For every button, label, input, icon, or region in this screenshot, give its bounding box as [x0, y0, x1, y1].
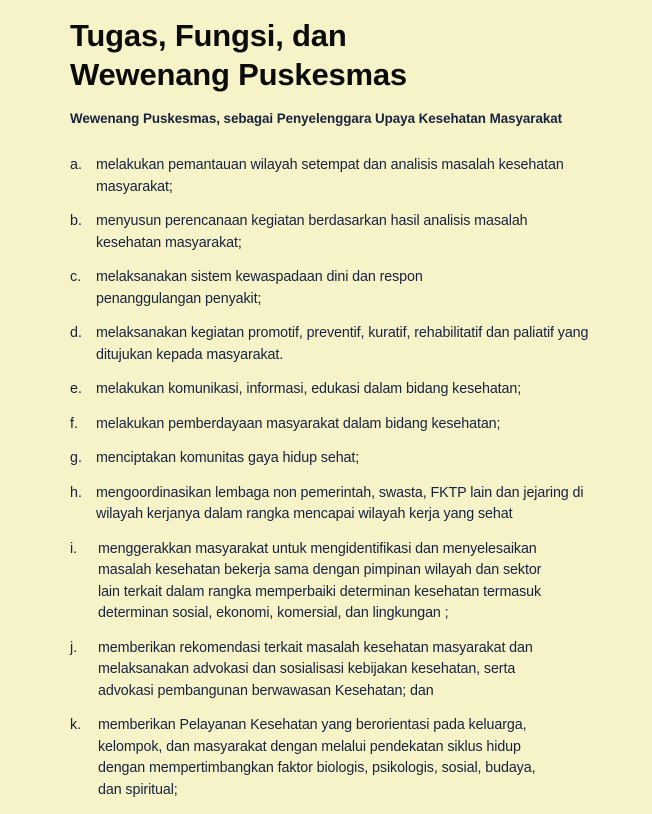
- list-item: [70, 267, 632, 310]
- list-item: [70, 448, 632, 470]
- list-item: [70, 715, 632, 801]
- list-item-text: menciptakan komunitas gaya hidup sehat;: [96, 450, 360, 466]
- list-item-text: melaksanakan sistem kewaspadaan dini dan respon penanggulangan penyakit;: [96, 269, 423, 307]
- list-item: [70, 323, 632, 366]
- list-item-text: memberikan rekomendasi terkait masalah kesehatan masyarakat dan melaksanakan advokasi dan sosialisasi kebijakan kesehatan, serta advokasi pembangunan berwawasan Kesehatan; dan: [98, 639, 533, 699]
- list-item-marker: a.: [70, 157, 82, 173]
- list-item: [70, 638, 632, 703]
- list-item-text: menggerakkan masyarakat untuk mengidentifikasi dan menyelesaikan masalah kesehatan bekerja sama dengan pimpinan wilayah dan sektor lain terkait dalam rangka memperbaiki determinan kesehatan termasuk determinan sosial, ekonomi, komersial, dan lingkungan ;: [98, 540, 542, 621]
- list-item-marker: h.: [70, 484, 82, 501]
- list-item-marker: k.: [70, 717, 82, 733]
- list-item: [70, 483, 632, 526]
- list-item-marker: g.: [70, 450, 82, 466]
- page-title-line-1: Tugas, Fungsi, dan: [70, 18, 347, 53]
- list-item-marker: j.: [70, 639, 78, 656]
- list-item: [70, 414, 632, 436]
- list-item-marker: e.: [70, 381, 82, 397]
- list-item-marker: b.: [70, 213, 82, 229]
- list-item-text: melakukan komunikasi, informasi, edukasi dalam bidang kesehatan;: [96, 381, 522, 397]
- list-item-text: melaksanakan kegiatan promotif, preventif, kuratif, rehabilitatif dan paliatif yang ditujukan kepada masyarakat.: [96, 325, 589, 363]
- page-title: [70, 16, 610, 94]
- list-item-text: melakukan pemberdayaan masyarakat dalam bidang kesehatan;: [96, 415, 501, 432]
- list-item-text: melakukan pemantauan wilayah setempat dan analisis masalah kesehatan masyarakat;: [96, 157, 564, 195]
- list-item-text: memberikan Pelayanan Kesehatan yang berorientasi pada keluarga, kelompok, dan masyarakat dengan melalui pendekatan siklus hidup dengan mempertimbangkan faktor biologis, psikologis, sosial, budaya, dan spiritual;: [98, 717, 536, 798]
- list-item: [70, 155, 632, 198]
- section-subtitle: Wewenang Puskesmas, sebagai Penyelenggara Upaya Kesehatan Masyarakat: [70, 111, 563, 126]
- list-item-text: mengoordinasikan lembaga non pemerintah, swasta, FKTP lain dan jejaring di wilayah kerjanya dalam rangka mencapai wilayah kerja yang sehat: [96, 484, 584, 522]
- list-item-text: menyusun perencanaan kegiatan berdasarkan hasil analisis masalah kesehatan masyarakat;: [96, 213, 528, 251]
- list-item: [70, 379, 632, 401]
- list-item: [70, 211, 632, 254]
- list-item-marker: c.: [70, 269, 82, 285]
- list-item: [70, 539, 632, 625]
- page-title-line-2: Wewenang Puskesmas: [70, 57, 407, 92]
- list-item-marker: f.: [70, 415, 78, 432]
- list-item-marker: d.: [70, 325, 82, 341]
- list-item-marker: i.: [70, 540, 78, 557]
- wewenang-list: [70, 155, 632, 814]
